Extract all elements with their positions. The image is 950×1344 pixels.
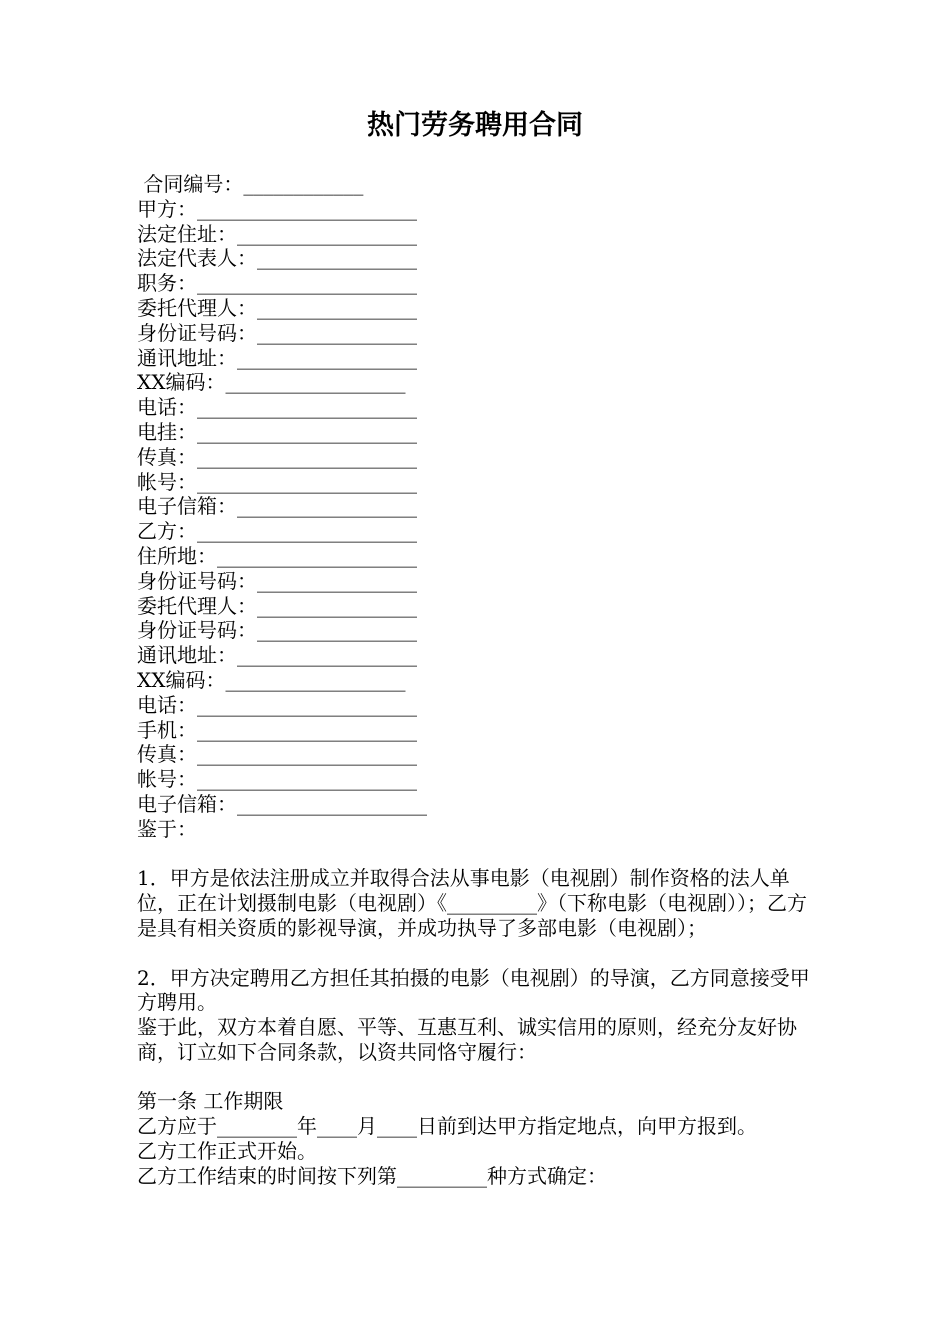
party-field-line: 乙方：______________________ [137, 519, 417, 544]
party-field-line: 职务：______________________ [137, 271, 417, 296]
article-1-line-2: 乙方工作正式开始。 [137, 1139, 317, 1164]
document-body [137, 172, 837, 1189]
party-field-line: 甲方：______________________ [137, 196, 417, 221]
spacer [137, 1065, 837, 1090]
spacer [137, 842, 837, 867]
document-title: 热门劳务聘用合同 [367, 110, 583, 141]
party-field-line: 电子信箱：___________________ [137, 791, 427, 816]
whereas-conclusion: 鉴于此，双方本着自愿、平等、互惠互利、诚实信用的原则，经充分友好协商，订立如下合同条款，以资共同恪守履行： [137, 1015, 797, 1064]
party-field-line: 手机：______________________ [137, 717, 417, 742]
party-field-line: 通讯地址：__________________ [137, 643, 417, 668]
party-field-line: 电话：______________________ [137, 395, 417, 420]
party-field-line: XX编码：__________________ [137, 667, 406, 692]
party-field-line: 身份证号码：________________ [137, 320, 417, 345]
party-field-line: 身份证号码：________________ [137, 618, 417, 643]
party-field-line: 合同编号：____________ [137, 172, 364, 196]
clause-1: 1．甲方是依法注册成立并取得合法从事电影（电视剧）制作资格的法人单位，正在计划摄制电影（电视剧）《_________》（下称电影（电视剧））；乙方是具有相关资质的影视导演，并成功执导了多部电影（电视剧）； [137, 866, 807, 940]
party-field-line: 身份证号码：________________ [137, 568, 417, 593]
party-field-line: 电子信箱：__________________ [137, 494, 417, 519]
party-info-section [137, 172, 837, 842]
article-1-line-3: 乙方工作结束的时间按下列第_________种方式确定： [137, 1163, 607, 1188]
party-field-line: 帐号：______________________ [137, 469, 417, 494]
party-field-line: XX编码：__________________ [137, 370, 406, 395]
party-field-line: 传真：______________________ [137, 444, 417, 469]
party-field-line: 电话：______________________ [137, 692, 417, 717]
party-field-line: 电挂：______________________ [137, 419, 417, 444]
party-field-line: 法定住址：__________________ [137, 221, 417, 246]
party-field-line: 通讯地址：__________________ [137, 345, 417, 370]
party-field-line: 帐号：______________________ [137, 767, 417, 792]
spacer [137, 941, 837, 966]
party-field-line: 住所地：____________________ [137, 543, 417, 568]
clause-2: 2．甲方决定聘用乙方担任其拍摄的电影（电视剧）的导演，乙方同意接受甲方聘用。 [137, 965, 810, 1015]
party-field-line: 鉴于： [137, 816, 197, 841]
party-field-line: 委托代理人：________________ [137, 295, 417, 320]
party-field-line: 传真：______________________ [137, 742, 417, 767]
article-1-title: 第一条 工作期限 [137, 1089, 284, 1114]
party-field-line: 法定代表人：________________ [137, 246, 417, 271]
party-field-line: 委托代理人：________________ [137, 593, 417, 618]
article-1-line-1: 乙方应于________年____月____日前到达甲方指定地点，向甲方报到。 [137, 1114, 757, 1139]
